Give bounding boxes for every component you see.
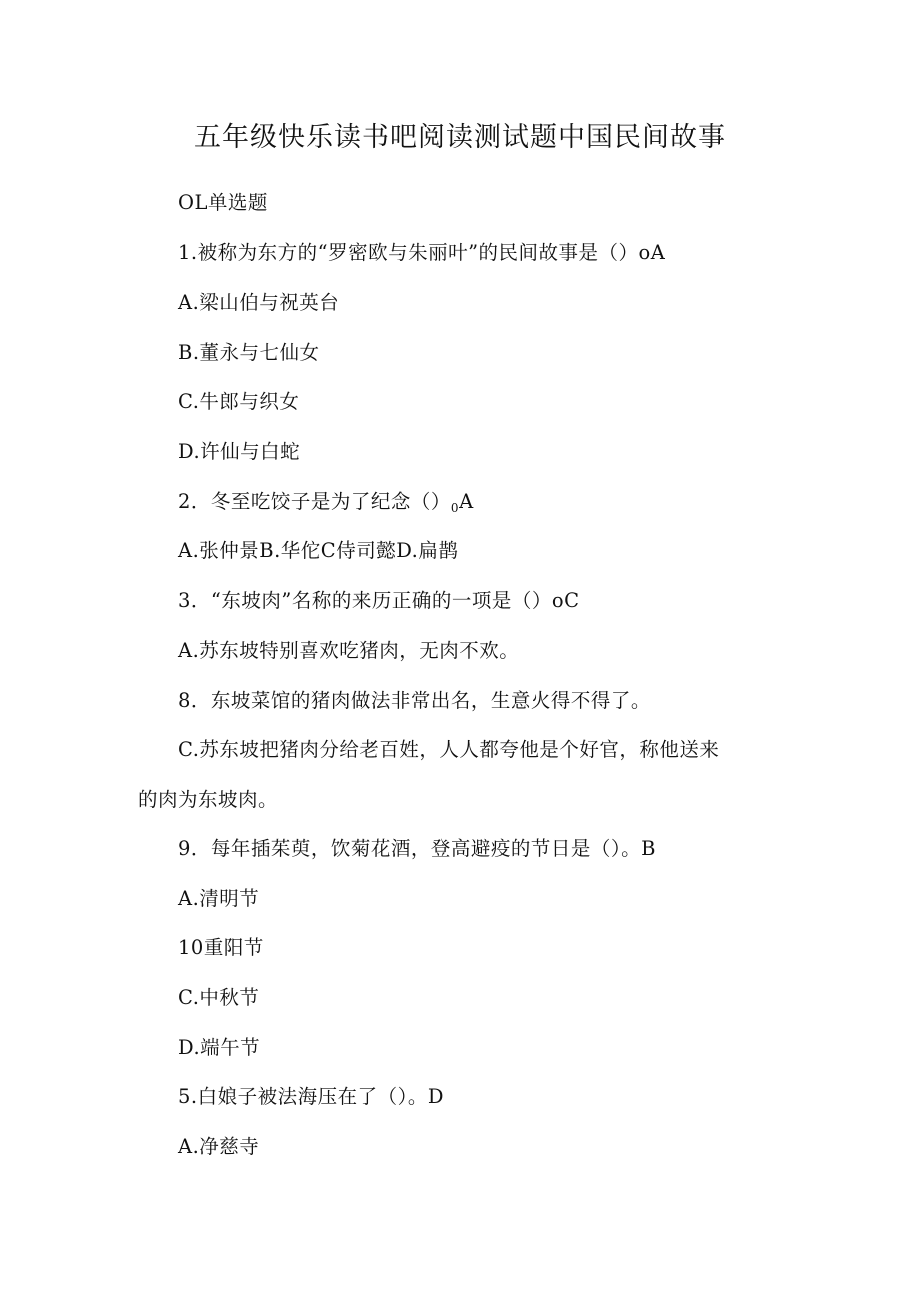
option-3a: A.苏东坡特别喜欢吃猪肉，无肉不欢。 <box>178 639 520 662</box>
option-4a: A.清明节 <box>178 887 260 910</box>
option-3c: C.苏东坡把猪肉分给老百姓，人人都夸他是个好官，称他送来 <box>178 738 720 761</box>
option-4d: D.端午节 <box>178 1036 261 1059</box>
question-5: 5.白娘子被法海压在了（）。D <box>178 1085 444 1108</box>
option-5a: A.净慈寺 <box>178 1135 260 1158</box>
question-2-answer: A <box>459 490 474 513</box>
question-2 <box>178 487 474 523</box>
option-1a: A.梁山伯与祝英台 <box>178 291 340 314</box>
question-2-answer-sub: 0 <box>450 501 460 515</box>
option-1d: D.许仙与白蛇 <box>178 440 301 463</box>
question-4: 9．每年插茱萸，饮菊花酒，登高避疫的节日是（）。B <box>178 837 656 860</box>
question-1: 1.被称为东方的“罗密欧与朱丽叶”的民间故事是（）oA <box>178 241 666 264</box>
options-2: A.张仲景B.华佗C侍司懿D.扁鹊 <box>178 539 459 562</box>
option-4c: C.中秋节 <box>178 986 260 1009</box>
question-3: 3．“东坡肉”名称的来历正确的一项是（）oC <box>178 589 580 612</box>
option-4b: 10重阳节 <box>178 936 264 959</box>
section-heading: OL单选题 <box>178 191 268 214</box>
option-1c: C.牛郎与织女 <box>178 390 300 413</box>
option-3b: 8．东坡菜馆的猪肉做法非常出名，生意火得不得了。 <box>178 689 651 712</box>
option-1b: B.董永与七仙女 <box>178 341 320 364</box>
question-2-text: 2．冬至吃饺子是为了纪念（） <box>178 490 451 513</box>
document-title: 五年级快乐读书吧阅读测试题中国民间故事 <box>194 122 726 153</box>
option-3c-continued: 的肉为东坡肉。 <box>138 788 279 811</box>
